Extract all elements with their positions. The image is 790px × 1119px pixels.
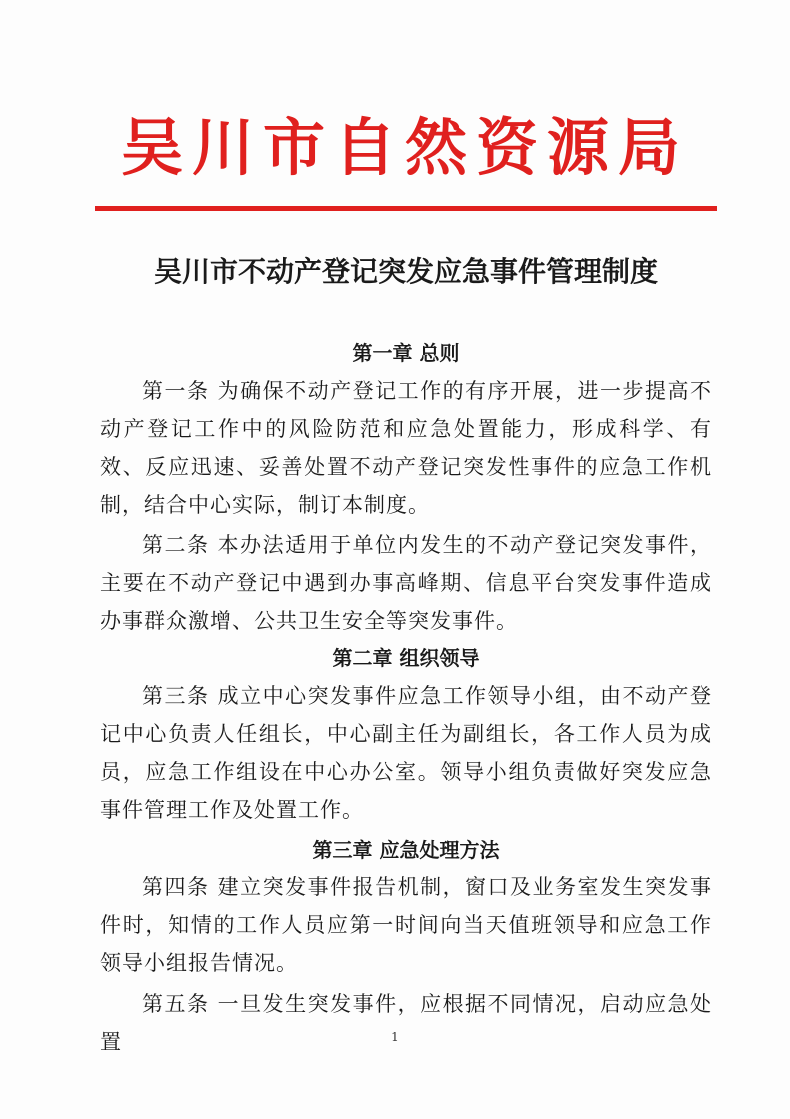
- document-title: 吴川市不动产登记突发应急事件管理制度: [153, 255, 658, 288]
- letterhead-red-rule: [95, 206, 717, 211]
- letterhead-title: 吴川市自然资源局: [120, 111, 689, 184]
- chapter-heading-1: 第一章 总则: [352, 341, 460, 365]
- article-2: 第二条 本办法适用于单位内发生的不动产登记突发事件，主要在不动产登记中遇到办事高峰期、信息平台突发事件造成办事群众激增、公共卫生安全等突发事件。: [100, 533, 712, 633]
- chapter-heading-2: 第二章 组织领导: [332, 646, 480, 670]
- chapter-heading-3: 第三章 应急处理方法: [312, 838, 500, 862]
- article-4: 第四条 建立突发事件报告机制，窗口及业务室发生突发事件时，知情的工作人员应第一时间向当天值班领导和应急工作领导小组报告情况。: [100, 875, 712, 975]
- article-3: 第三条 成立中心突发事件应急工作领导小组，由不动产登记中心负责人任组长，中心副主任为副组长，各工作人员为成员，应急工作组设在中心办公室。领导小组负责做好突发应急事件管理工作及处置工作。: [100, 684, 712, 822]
- article-1: 第一条 为确保不动产登记工作的有序开展，进一步提高不动产登记工作中的风险防范和应急处置能力，形成科学、有效、反应迅速、妥善处置不动产登记突发性事件的应急工作机制，结合中心实际，制订本制度。: [100, 379, 712, 517]
- article-5: 第五条 一旦发生突发事件，应根据不同情况，启动应急处置: [100, 992, 712, 1054]
- page-number: 1: [391, 1030, 399, 1044]
